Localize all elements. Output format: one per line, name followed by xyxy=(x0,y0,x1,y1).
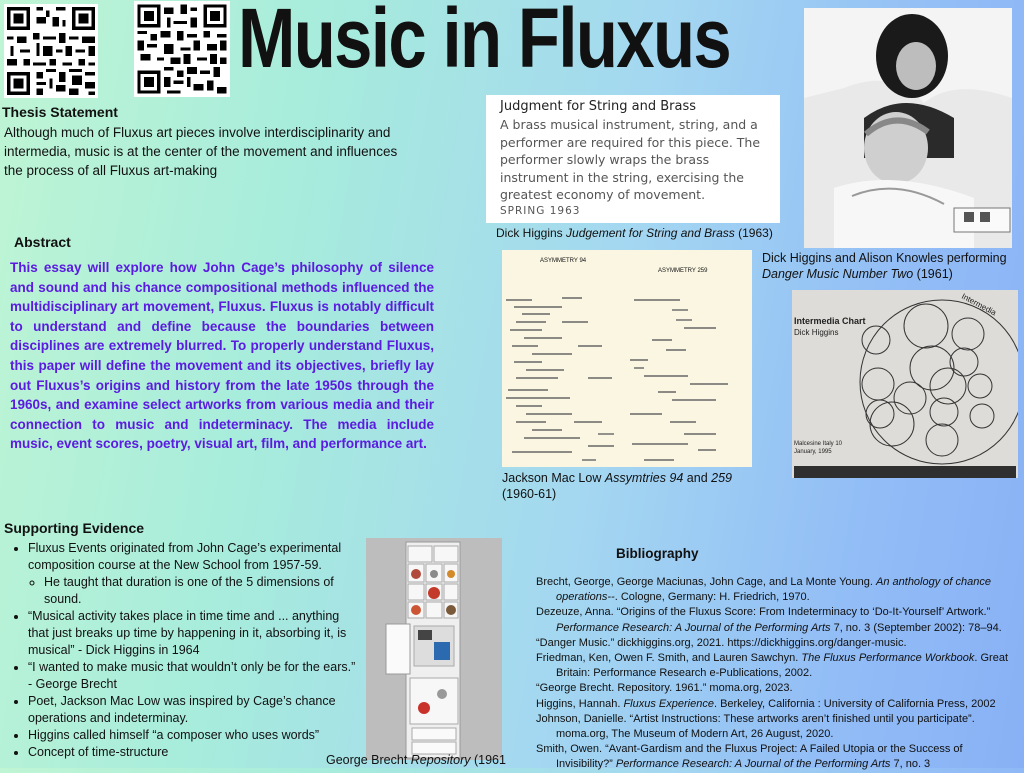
entry-text: “Danger Music.” dickhiggins.org, 2021. https://dickhiggins.org/danger-music. xyxy=(536,636,907,649)
typewritten-text-lines xyxy=(502,250,752,467)
repository-caption xyxy=(326,752,526,768)
danger-music-photo xyxy=(804,8,1012,248)
caption-text: Dick Higgins xyxy=(496,226,567,240)
qr-code-left[interactable] xyxy=(4,4,98,98)
entry-title: Performance Research: A Journal of the Performing Arts xyxy=(556,621,831,634)
intermedia-chart-image xyxy=(792,290,1018,478)
entry-title: Performance Research: A Journal of the Performing Arts xyxy=(615,758,891,771)
danger-music-caption xyxy=(762,250,1024,282)
entry-text: . Berkeley, California : University of California Press, 2002 xyxy=(713,697,996,710)
bibliography-entry xyxy=(536,605,1016,635)
entry-text: . Cologne, Germany: H. Friedrich, 1970. xyxy=(614,591,810,604)
asymmetry-document xyxy=(502,250,752,467)
caption-title: Danger Music Number Two xyxy=(762,267,914,281)
entry-title: Fluxus Experience xyxy=(623,697,714,710)
qr-code-icon xyxy=(4,4,98,98)
caption-title: Judgement for String and Brass xyxy=(566,226,735,240)
entry-text: Brecht, George, George Maciunas, John Cage, and La Monte Young. xyxy=(536,576,877,588)
asymmetry-left-title: ASYMMETRY 94 xyxy=(540,258,587,264)
bibliography-list xyxy=(536,575,1016,773)
chart-corner-label: Intermedia xyxy=(960,291,998,318)
entry-text: 7, no. 3 (September 2002): 78–94. xyxy=(830,621,1002,634)
caption-title: 259 xyxy=(711,471,732,485)
entry-text: Dezeuze, Anna. “Origins of the Fluxus Score: From Indeterminacy to ‘Do-It-Yourself’ Artwork.” xyxy=(536,606,991,619)
bibliography-entry xyxy=(536,636,1016,651)
caption-text: (1961) xyxy=(913,267,953,281)
bibliography-heading: Bibliography xyxy=(616,546,699,561)
caption-text: (1961 xyxy=(470,753,506,767)
bibliography-entry xyxy=(536,651,1016,681)
thesis-text: Although much of Fluxus art pieces involve interdisciplinarity and intermedia, music is at the center of the movement and influences the process of all Fluxus art-making xyxy=(4,125,398,178)
caption-title: Repository xyxy=(410,753,471,767)
abstract-text: This essay will explore how John Cage’s philosophy of silence and sound and his chance compositional methods influenced the multidisciplinary art movement, Fluxus. Fluxus is notably difficult to understand and define because the boundaries between disciplines are extremely blurred. To properly understand Fluxus, this paper will define the movement and its objectives, briefly lay out Fluxus’s origins and history from the late 1950s through the 1960s, and examine select artworks from various media and their connection to music and indeterminacy. The media include music, event scores, poetry, visual art, film, and performance art. xyxy=(10,260,434,452)
bibliography-entry xyxy=(536,712,1016,742)
bibliography-entry xyxy=(536,742,1016,772)
caption-line xyxy=(502,470,762,486)
bibliography-entry xyxy=(536,697,1016,712)
caption-title: Assymtries 94 xyxy=(604,471,684,485)
repository-photo xyxy=(366,538,502,760)
page-title: Music in Fluxus xyxy=(238,0,731,85)
repository-cabinet-illustration xyxy=(366,538,502,760)
judgment-body: A brass musical instrument, string, and a performer are required for this piece. The performer slowly wraps the brass instrument in the string, exercising the greatest economy of movement. xyxy=(500,117,761,202)
entry-title: The Fluxus Performance Workbook xyxy=(801,652,975,665)
caption-text: and xyxy=(683,471,712,485)
caption-text: (1963) xyxy=(734,226,773,240)
judgment-title: Judgment for String and Brass xyxy=(500,99,697,114)
asymmetry-right-title: ASYMMETRY 259 xyxy=(658,268,708,274)
chart-subtitle: Dick Higgins xyxy=(794,328,839,337)
entry-text: Johnson, Danielle. “Artist Instructions: These artworks aren’t finished until you participate”. moma.org, The Museum of Modern Art, 26 August, 2020. xyxy=(536,712,975,741)
judgment-score-card xyxy=(486,95,780,223)
evidence-list xyxy=(4,540,360,761)
bibliography-entry xyxy=(536,575,1016,605)
caption-text: (1960-61) xyxy=(502,487,557,501)
entry-text: Higgins, Hannah. xyxy=(536,697,624,710)
chart-place-date: Malcesine Italy 10 January, 1995 xyxy=(794,441,843,455)
list-item-text: Fluxus Events originated from John Cage’s experimental composition course at the New School from 1957-59. xyxy=(28,541,342,572)
judgment-caption xyxy=(496,225,796,241)
entry-text: Smith, Owen. “Avant-Gardism and the Fluxus Project: A Failed Utopia or the Success of Invisibility?” xyxy=(536,743,963,771)
caption-text: Dick Higgins and Alison Knowles performing xyxy=(762,251,1007,265)
asymmetry-caption xyxy=(502,470,762,502)
caption-line xyxy=(762,266,1024,282)
list-item xyxy=(28,540,360,608)
qr-code-right[interactable] xyxy=(134,1,230,97)
list-item: • “I wanted to make music that wouldn’t only be for the ears.” - George Brecht xyxy=(28,659,360,693)
judgment-season: SPRING 1963 xyxy=(500,204,581,217)
entry-title: An anthology of chance operations-- xyxy=(556,576,991,604)
evidence-heading: Supporting Evidence xyxy=(4,520,145,536)
bibliography-entry xyxy=(536,681,1016,696)
caption-text: George Brecht xyxy=(326,753,411,767)
entry-text: 7, no. 3 xyxy=(890,758,931,771)
entry-text: Friedman, Ken, Owen F. Smith, and Lauren Sawchyn. xyxy=(536,652,802,665)
entry-text: “George Brecht. Repository. 1961.” moma.org, 2023. xyxy=(536,682,793,695)
list-item: • “Musical activity takes place in time time and ... anything that just breaks up time by happening in it, absorbing it, is musical” - Dick Higgins in 1964 xyxy=(28,608,360,659)
list-subitem: ◦ He taught that duration is one of the 5 dimensions of sound. xyxy=(44,574,360,608)
thesis-heading: Thesis Statement xyxy=(2,104,118,120)
qr-code-icon xyxy=(134,1,230,97)
performance-photo-illustration xyxy=(804,8,1012,248)
list-item: • Concept of time-structure xyxy=(28,744,360,761)
abstract-heading: Abstract xyxy=(14,234,71,250)
list-item: • Poet, Jackson Mac Low was inspired by Cage’s chance operations and indeterminay. xyxy=(28,693,360,727)
caption-text: Jackson Mac Low xyxy=(502,471,605,485)
chart-title: Intermedia Chart xyxy=(794,316,866,326)
entry-text: . Great Britain: Performance Research e-Publications, 2002. xyxy=(556,652,1008,680)
list-item: • Higgins called himself “a composer who uses words” xyxy=(28,727,360,744)
